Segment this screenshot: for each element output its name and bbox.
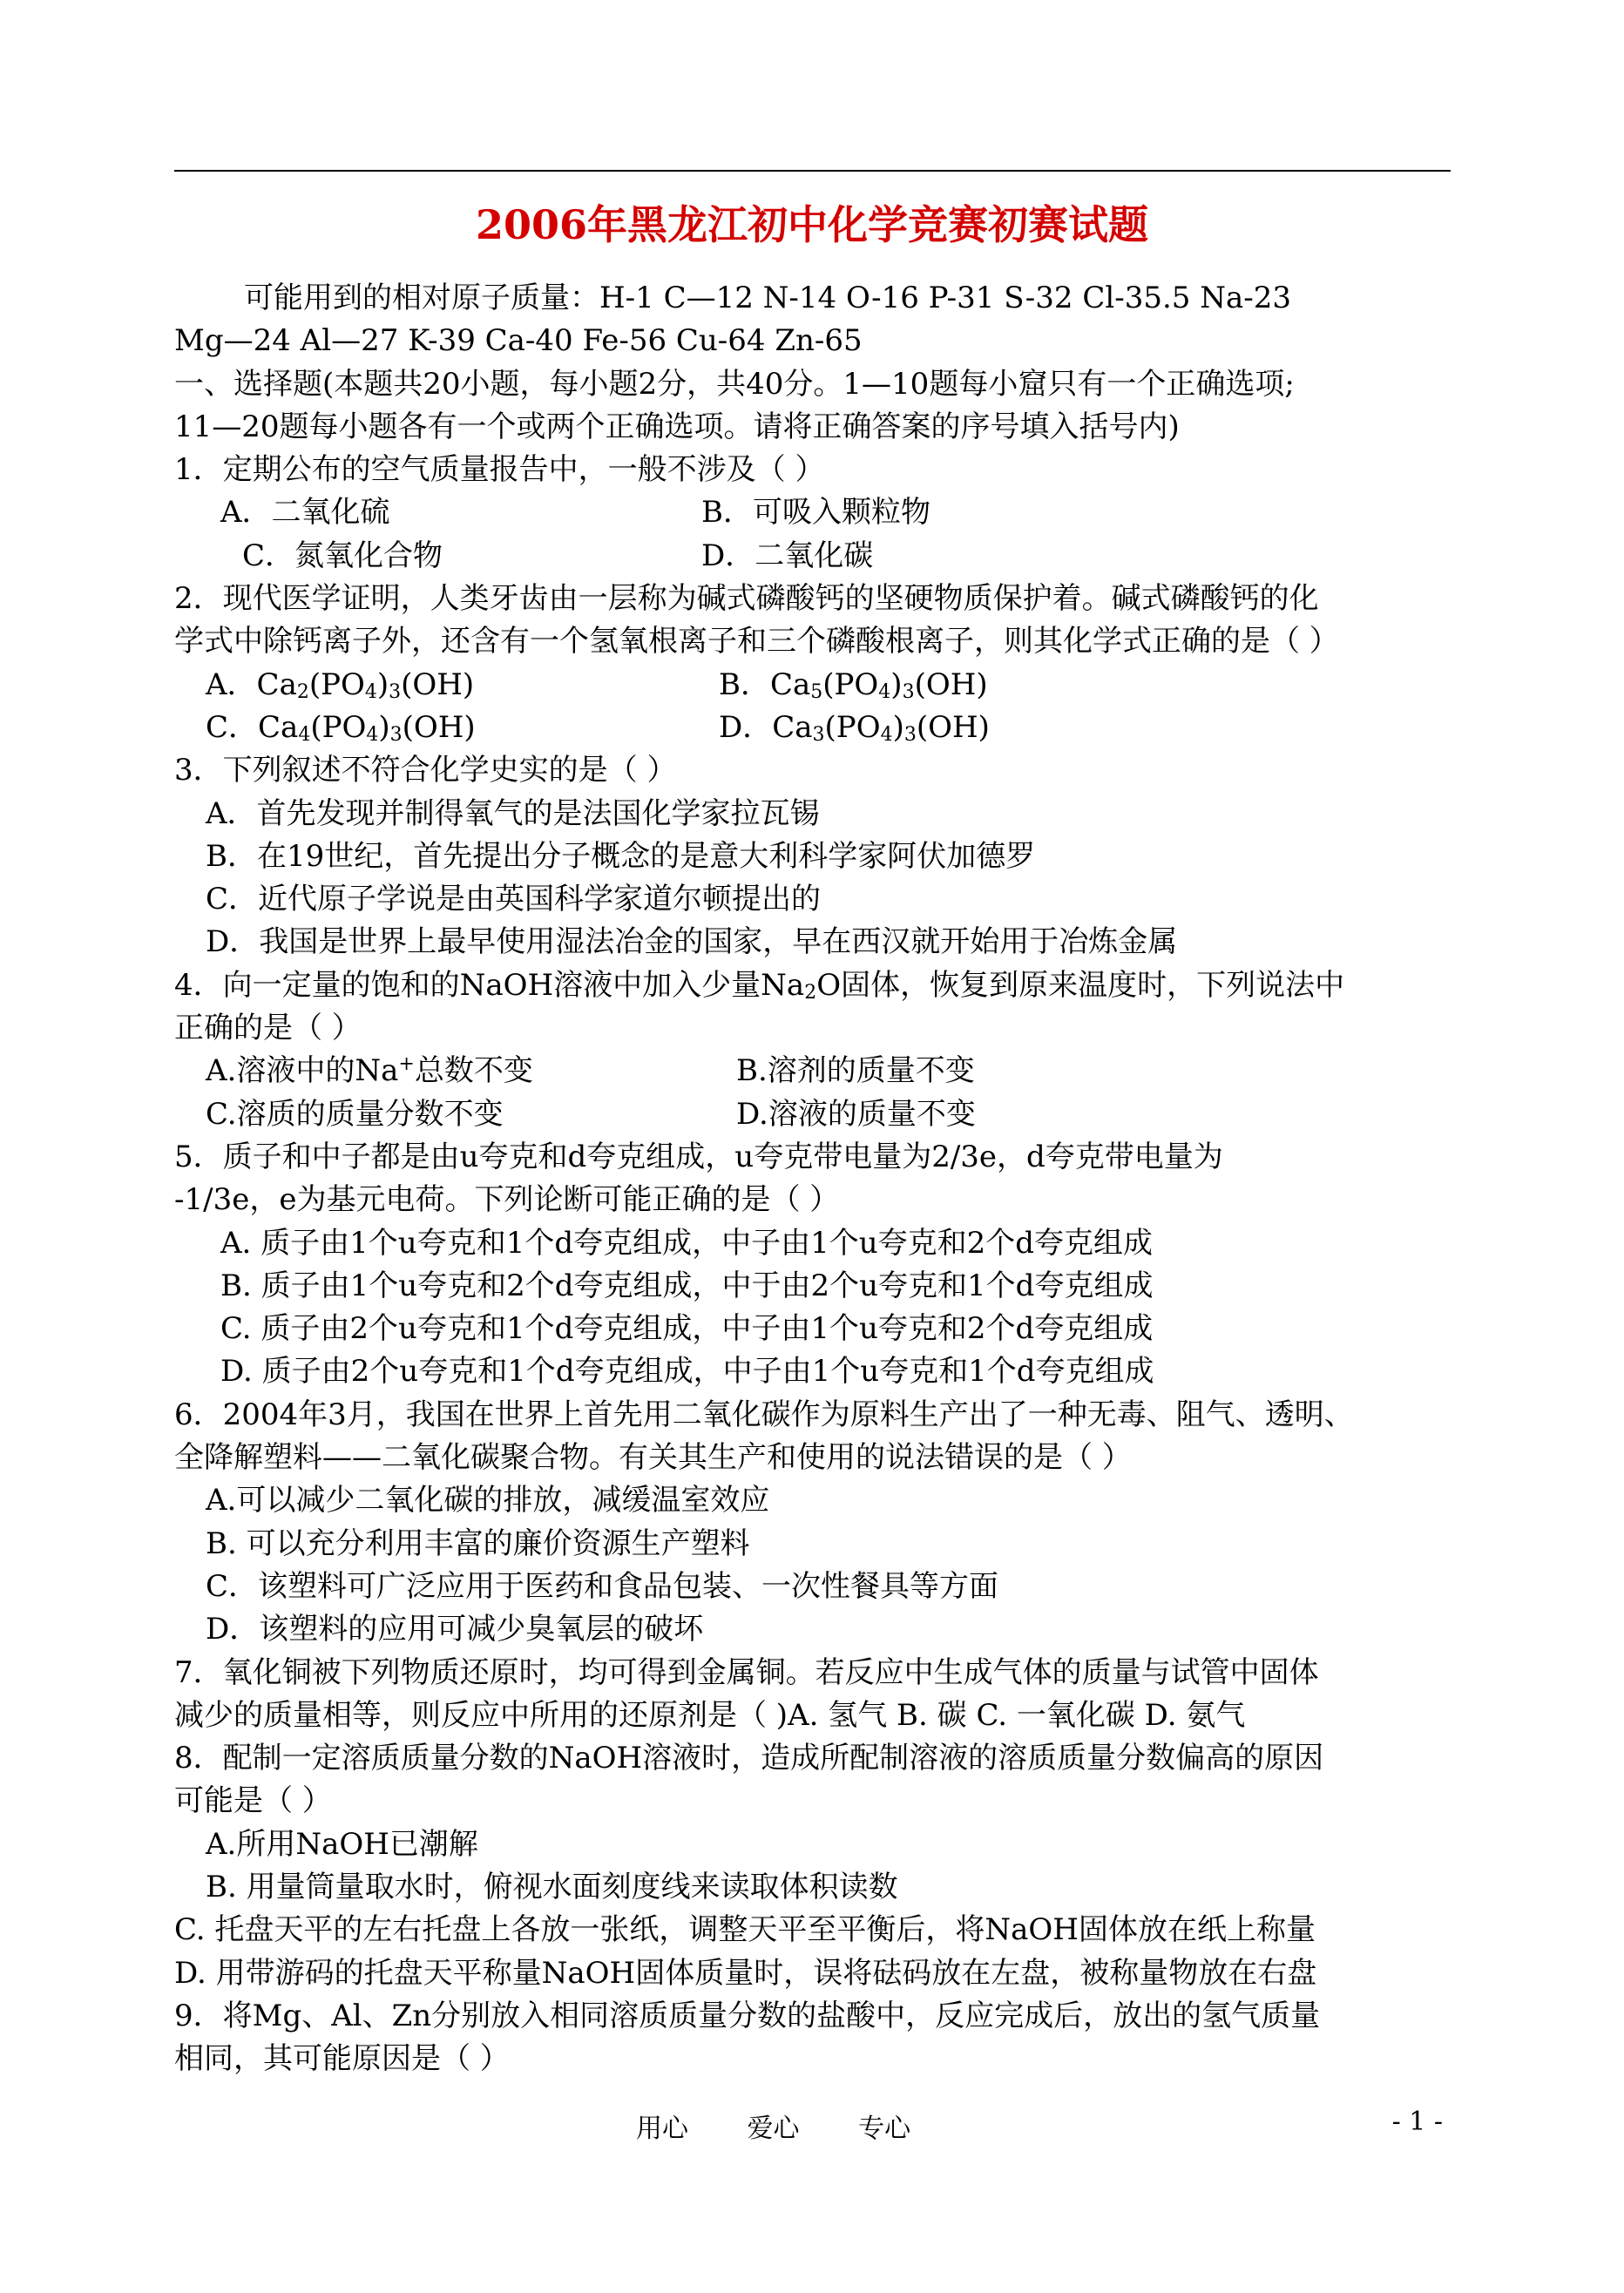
question-4-option-b: B.溶剂的质量不变 [736,1053,975,1089]
question-1-options-ab [174,491,1455,534]
question-5-option-c: C. 质子由2个u夸克和1个d夸克组成，中子由1个u夸克和2个d夸克组成 [220,1311,1154,1347]
question-4-options-ab [174,1050,1455,1092]
question-8-stem-line-1: 8．配制一定溶质质量分数的NaOH溶液时，造成所配制溶液的溶质质量分数偏高的原因 [174,1741,1324,1776]
question-8-stem-line-2: 可能是（ ） [174,1783,332,1819]
question-7-stem-line-2: 减少的质量相等，则反应中所用的还原剂是（ )A. 氢气 B. 碳 C. 一氧化碳 D. 氨气 [174,1697,1246,1733]
question-7-stem-line-1: 7．氧化铜被下列物质还原时，均可得到金属铜。若反应中生成气体的质量与试管中固体 [174,1654,1319,1690]
question-4-stem-line-1: 4．向一定量的饱和的NaOH溶液中加入少量$Na_2O$固体，恢复到原来温度时，下列说法中 [174,967,1345,1004]
question-2-stem-line-2: 学式中除钙离子外，还含有一个氢氧根离子和三个磷酸根离子，则其化学式正确的是（ ） [174,624,1339,659]
question-2-option-a: A．$Ca_2(PO_4)_3(OH)$ [206,666,475,703]
footer-word-3: 专心 [858,2114,911,2144]
footer-motto [636,2107,961,2145]
question-5-stem-line-2: -1/3e，e为基元电荷。下列论断可能正确的是（ ） [174,1182,840,1218]
question-4-option-d: D.溶液的质量不变 [736,1096,976,1132]
section-1-note: 11—20题每小题各有一个或两个正确选项。请将正确答案的序号填入括号内) [174,409,1180,444]
question-5-stem-line-1: 5．质子和中子都是由u夸克和d夸克组成，u夸克带电量为2/3e，d夸克带电量为 [174,1139,1223,1174]
question-4-stem-line-2: 正确的是（ ） [174,1011,362,1046]
question-1-option-a: A．二氧化硫 [220,495,390,531]
question-6-stem-line-1: 6．2004年3月，我国在世界上首先用二氧化碳作为原料生产出了一种无毒、阻气、透明、 [174,1397,1354,1432]
question-1-option-d: D．二氧化碳 [701,538,874,573]
question-2-stem-line-1: 2．现代医学证明，人类牙齿由一层称为碱式磷酸钙的坚硬物质保护着。碱式磷酸钙的化 [174,581,1319,617]
page-title: 2006年黑龙江初中化学竞赛初赛试题 [475,201,1149,248]
question-5-option-d: D. 质子由2个u夸克和1个d夸克组成，中子由1个u夸克和1个d夸克组成 [220,1354,1154,1390]
question-3-option-d: D．我国是世界上最早使用湿法冶金的国家，早在西汉就开始用于冶炼金属 [206,924,1178,960]
question-2-options-ab [174,664,1455,707]
question-6-option-a: A.可以减少二氧化碳的排放，减缓温室效应 [206,1483,770,1519]
question-9-stem-line-2: 相同，其可能原因是（ ） [174,2041,510,2077]
question-6-option-c: C．该塑料可广泛应用于医药和食品包装、一次性餐具等方面 [206,1568,999,1604]
question-8-option-c: C. 托盘天平的左右托盘上各放一张纸，调整天平至平衡后，将NaOH固体放在纸上称量 [174,1912,1316,1948]
question-3-stem: 3．下列叙述不符合化学史实的是（ ） [174,753,677,788]
question-2-option-b: B．$Ca_5(PO_4)_3(OH)$ [719,666,988,703]
exam-content [174,277,1455,2080]
page-number: - 1 - [1391,2107,1443,2137]
question-6-option-d: D．该塑料的应用可减少臭氧层的破坏 [206,1612,704,1647]
question-3-option-c: C．近代原子学说是由英国科学家道尔顿提出的 [206,882,822,917]
question-8-option-b: B. 用量筒量取水时，俯视水面刻度线来读取体积读数 [206,1869,898,1904]
question-9-stem-line-1: 9．将Mg、Al、Zn分别放入相同溶质质量分数的盐酸中，反应完成后，放出的氢气质量 [174,1998,1321,2033]
question-3-option-a: A．首先发现并制得氧气的是法国化学家拉瓦锡 [206,795,820,831]
question-5-option-b: B. 质子由1个u夸克和2个d夸克组成，中于由2个u夸克和1个d夸克组成 [220,1268,1154,1303]
question-8-option-a: A.所用NaOH已潮解 [206,1826,478,1862]
question-4-option-a: A.溶液中的Na+总数不变 [206,1053,533,1089]
footer-word-2: 爱心 [747,2114,800,2144]
question-1-option-b: B．可吸入颗粒物 [701,495,930,531]
question-2-option-c: C．$Ca_4(PO_4)_3(OH)$ [206,709,476,746]
atomic-mass-line-1: 可能用到的相对原子质量：H-1 C—12 N-14 O-16 P-31 S-32 Cl-35.5 Na-23 [244,281,1291,315]
section-1-heading: 一、选择题(本题共20小题，每小题2分，共40分。1—10题每小窟只有一个正确选项; [174,366,1295,402]
question-1-option-c: C．氮氧化合物 [242,538,443,573]
question-8-option-d: D. 用带游码的托盘天平称量NaOH固体质量时，误将砝码放在左盘，被称量物放在右盘 [174,1955,1317,1991]
header-rule [174,170,1451,172]
question-1-options-cd [174,535,1455,578]
question-4-options-cd [174,1093,1455,1136]
question-1-stem: 1．定期公布的空气质量报告中，一般不涉及（ ） [174,452,825,488]
footer-word-1: 用心 [636,2114,688,2144]
question-2-options-cd [174,707,1455,749]
question-3-option-b: B．在19世纪，首先提出分子概念的是意大利科学家阿伏加德罗 [206,838,1036,874]
question-4-option-c: C.溶质的质量分数不变 [206,1096,504,1132]
question-5-option-a: A. 质子由1个u夸克和1个d夸克组成，中子由1个u夸克和2个d夸克组成 [220,1225,1154,1261]
question-6-stem-line-2: 全降解塑料——二氧化碳聚合物。有关其生产和使用的说法错误的是（ ） [174,1440,1132,1476]
question-2-option-d: D．$Ca_3(PO_4)_3(OH)$ [719,709,990,746]
atomic-mass-line-2: Mg—24 Al—27 K-39 Ca-40 Fe-56 Cu-64 Zn-65 [174,323,863,359]
question-6-option-b: B. 可以充分利用丰富的廉价资源生产塑料 [206,1525,750,1561]
